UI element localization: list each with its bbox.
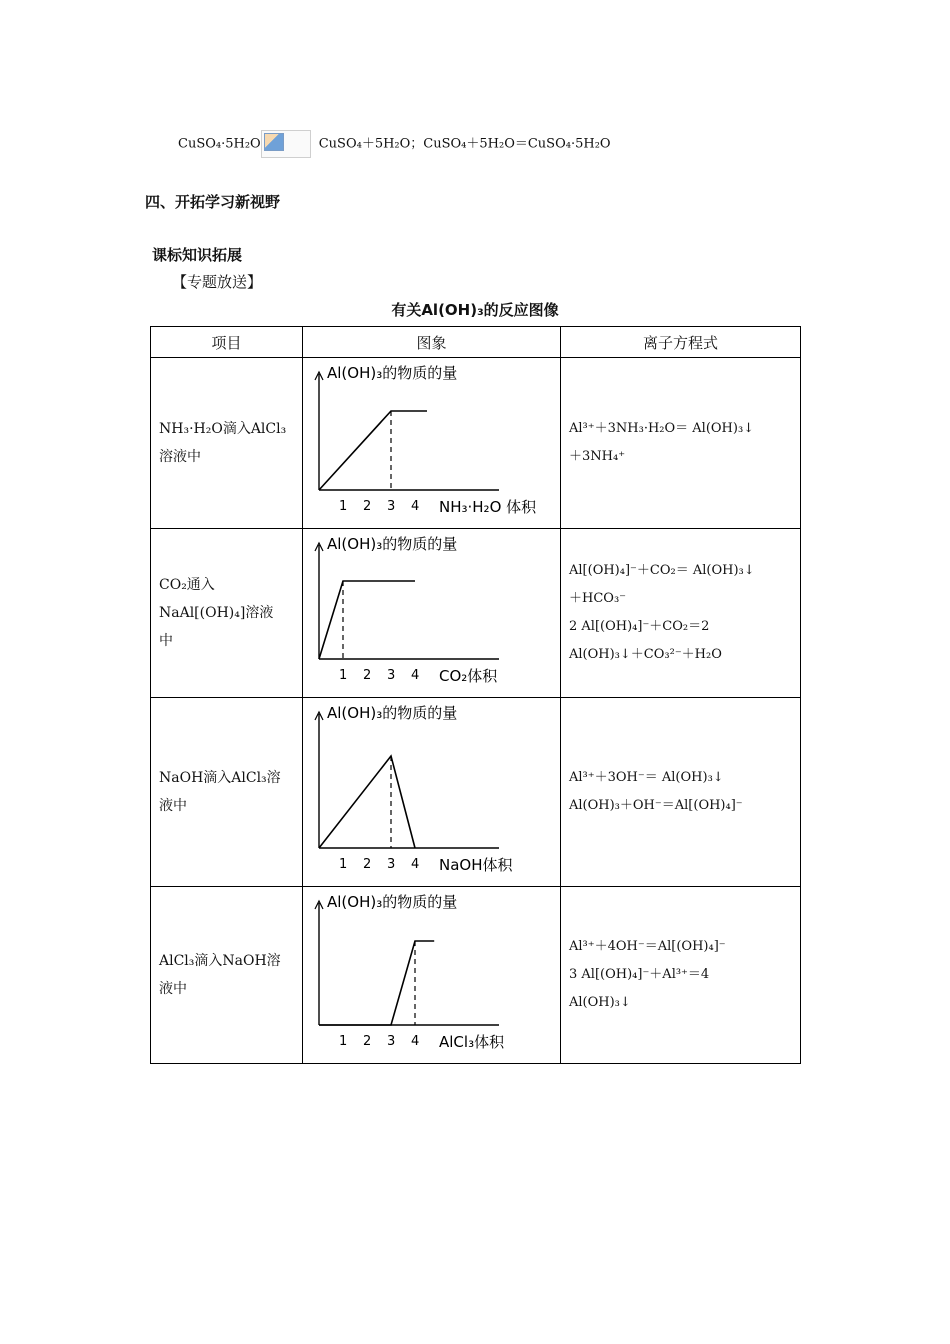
equation-cell — [561, 358, 801, 529]
x-tick-label: 1 — [339, 668, 348, 683]
x-tick-label: 3 — [387, 857, 396, 872]
equation-line: Al³⁺＋3NH₃·H₂O＝ Al(OH)₃↓ — [569, 421, 755, 436]
row-item-cell — [151, 358, 303, 529]
item-line: NH₃·H₂O滴入AlCl₃ — [159, 421, 287, 437]
equation-line: ＋HCO₃⁻ — [569, 591, 627, 606]
y-axis-label: Al(OH)₃的物质的量 — [327, 535, 458, 553]
y-axis-label: Al(OH)₃的物质的量 — [327, 704, 458, 722]
data-series-line — [319, 411, 427, 490]
graph-cell — [303, 529, 561, 698]
graph-cell — [303, 887, 561, 1064]
equation-line: Al³⁺＋4OH⁻＝Al[(OH)₄]⁻ — [569, 939, 726, 954]
reaction-table — [150, 326, 801, 1064]
equation-cell — [561, 887, 801, 1064]
graph-svg — [303, 358, 559, 528]
broken-image-icon — [261, 130, 311, 158]
item-line: 液中 — [159, 798, 187, 814]
x-tick-label: 2 — [363, 668, 372, 683]
x-tick-label: 1 — [339, 857, 348, 872]
equation-line: Al³⁺＋3OH⁻＝ Al(OH)₃↓ — [569, 770, 724, 785]
x-tick-label: 1 — [339, 499, 348, 514]
table-row — [151, 887, 801, 1064]
equation-line: Al(OH)₃↓＋CO₃²⁻＋H₂O — [569, 647, 722, 662]
intro-rhs: CuSO₄＋5H₂O；CuSO₄＋5H₂O＝CuSO₄·5H₂O — [318, 136, 611, 152]
graph-svg — [303, 529, 559, 697]
x-tick-label: 4 — [411, 499, 420, 514]
equation-cell — [561, 698, 801, 887]
sub-title: 课标知识拓展 — [152, 246, 243, 264]
x-axis-label: NaOH体积 — [439, 856, 513, 874]
graph-svg — [303, 698, 559, 886]
row-item-cell — [151, 529, 303, 698]
table-row — [151, 358, 801, 529]
x-axis-label: CO₂体积 — [439, 667, 498, 685]
equation-line: 3 Al[(OH)₄]⁻＋Al³⁺＝4 — [569, 967, 710, 982]
item-line: 溶液中 — [159, 449, 201, 465]
y-axis-label: Al(OH)₃的物质的量 — [327, 364, 458, 382]
x-tick-label: 4 — [411, 668, 420, 683]
data-series-line — [319, 756, 415, 848]
x-tick-label: 2 — [363, 857, 372, 872]
data-series-line — [319, 581, 415, 659]
row-item-cell — [151, 887, 303, 1064]
table-row — [151, 698, 801, 887]
x-tick-label: 3 — [387, 1034, 396, 1049]
equation-line: Al(OH)₃↓ — [569, 995, 631, 1010]
section-title: 四、开拓学习新视野 — [145, 193, 281, 211]
row-item-cell — [151, 698, 303, 887]
header-item: 项目 — [151, 327, 303, 358]
table-row — [151, 529, 801, 698]
table-title: 有关Al(OH)₃的反应图像 — [391, 301, 559, 319]
equation-line: Al[(OH)₄]⁻＋CO₂＝ Al(OH)₃↓ — [569, 563, 755, 578]
x-tick-label: 3 — [387, 668, 396, 683]
topic-label: 【专题放送】 — [172, 273, 263, 291]
intro-equation — [178, 130, 611, 158]
intro-lhs: CuSO₄·5H₂O — [178, 136, 261, 152]
item-line: NaAl[(OH)₄]溶液 — [159, 605, 274, 621]
graph-svg — [303, 887, 559, 1063]
equation-line: Al(OH)₃＋OH⁻＝Al[(OH)₄]⁻ — [569, 798, 743, 813]
graph-cell — [303, 358, 561, 529]
graph-cell — [303, 698, 561, 887]
table-header-row — [151, 327, 801, 358]
equation-line: 2 Al[(OH)₄]⁻＋CO₂＝2 — [569, 619, 710, 634]
x-tick-label: 4 — [411, 1034, 420, 1049]
x-tick-label: 1 — [339, 1034, 348, 1049]
y-axis-label: Al(OH)₃的物质的量 — [327, 893, 458, 911]
item-line: 中 — [159, 633, 173, 649]
item-line: CO₂通入 — [159, 577, 215, 593]
header-equation: 离子方程式 — [561, 327, 801, 358]
x-tick-label: 4 — [411, 857, 420, 872]
item-line: AlCl₃滴入NaOH溶 — [159, 953, 281, 969]
x-tick-label: 3 — [387, 499, 396, 514]
x-tick-label: 2 — [363, 499, 372, 514]
item-line: NaOH滴入AlCl₃溶 — [159, 770, 281, 786]
equation-cell — [561, 529, 801, 698]
data-series-line — [319, 941, 434, 1025]
equation-line: ＋3NH₄⁺ — [569, 449, 626, 464]
header-graph: 图象 — [303, 327, 561, 358]
x-axis-label: NH₃·H₂O 体积 — [439, 498, 537, 516]
x-tick-label: 2 — [363, 1034, 372, 1049]
x-axis-label: AlCl₃体积 — [439, 1033, 505, 1051]
item-line: 液中 — [159, 981, 187, 997]
